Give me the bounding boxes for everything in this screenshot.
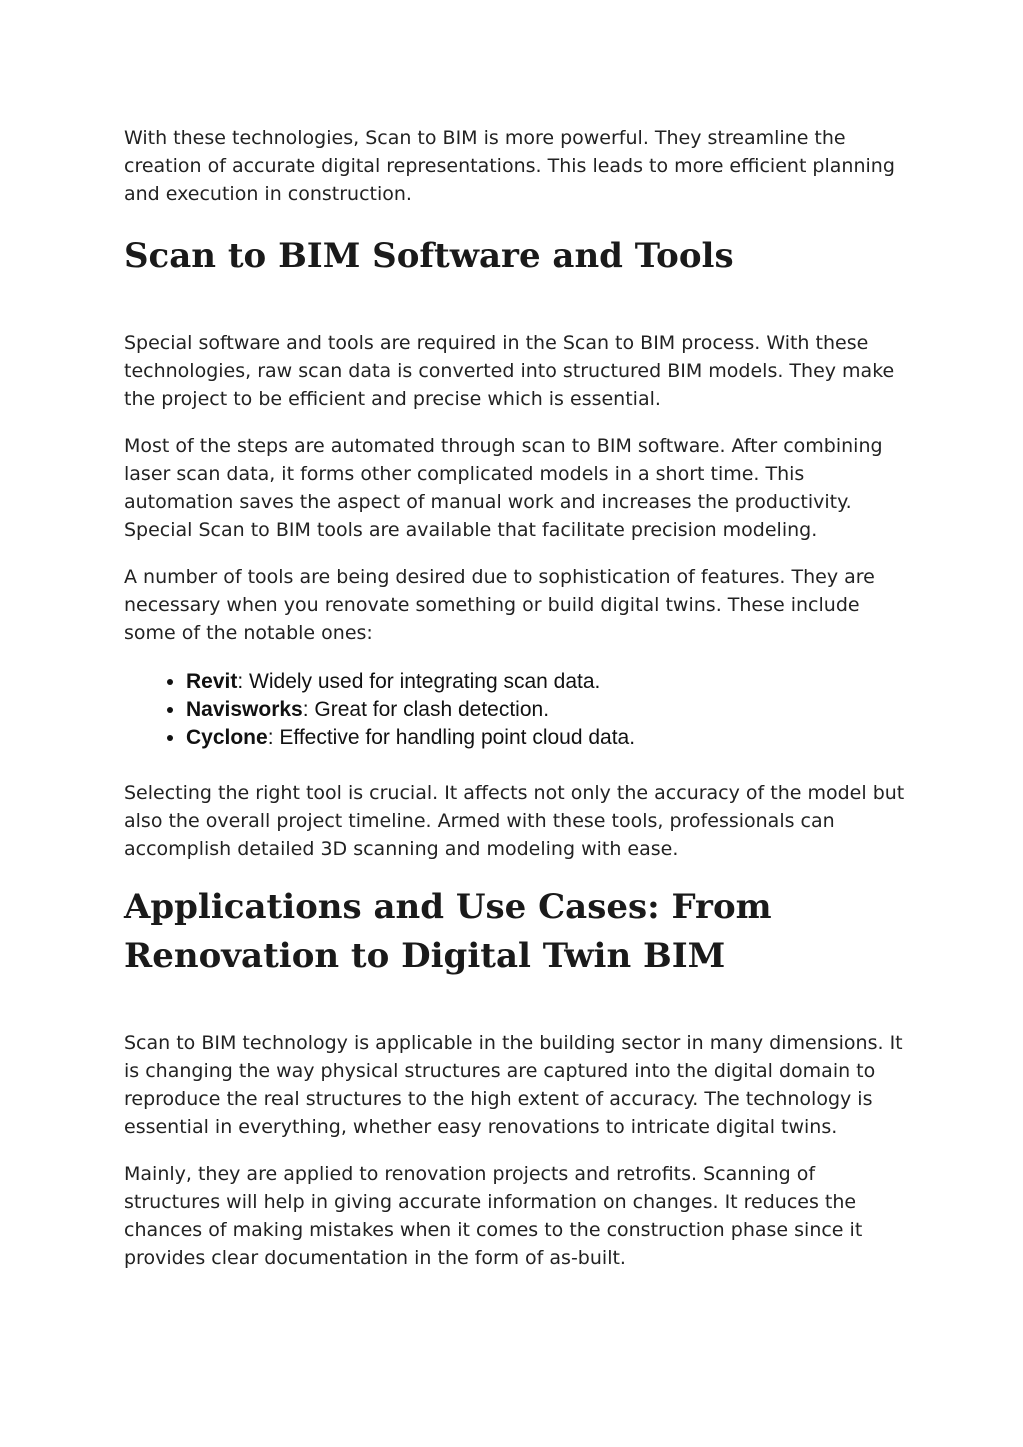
section-heading-software-tools: Scan to BIM Software and Tools [124,236,734,276]
applications-paragraph-2: Mainly, they are applied to renovation projects and retrofits. Scanning of structures will help in giving accurate information on changes. It reduces the chances of making mistakes when it comes to the construction phase since it provides clear documentation in the form of as-built. [124,1163,863,1269]
tool-description: : Great for clash detection. [302,698,550,721]
list-item [186,696,910,724]
section-heading-applications: Applications and Use Cases: From Renovation to Digital Twin BIM [124,887,772,976]
tool-description: : Widely used for integrating scan data. [237,670,601,693]
applications-paragraph-1: Scan to BIM technology is applicable in the building sector in many dimensions. It is changing the way physical structures are captured into the digital domain to reproduce the real structures to the high extent of accuracy. The technology is essential in everything, whether easy renovations to intricate digital twins. [124,1032,903,1138]
tool-name-navisworks: Navisworks [186,698,303,721]
software-paragraph-1: Special software and tools are required in the Scan to BIM process. With these technologies, raw scan data is converted into structured BIM models. They make the project to be efficient and precise which is essential. [124,332,895,410]
tool-list [124,668,910,752]
intro-paragraph: With these technologies, Scan to BIM is more powerful. They streamline the creation of accurate digital representations. This leads to more efficient planning and execution in construction. [124,127,895,205]
list-item [186,668,910,696]
tool-description: : Effective for handling point cloud data. [267,726,636,749]
tool-name-cyclone: Cyclone [186,726,268,749]
software-paragraph-3: A number of tools are being desired due to sophistication of features. They are necessary when you renovate something or build digital twins. These include some of the notable ones: [124,566,875,644]
software-closing-paragraph: Selecting the right tool is crucial. It affects not only the accuracy of the model but also the overall project timeline. Armed with these tools, professionals can accomplish detailed 3D scanning and modeling with ease. [124,782,905,860]
tool-name-revit: Revit [186,670,238,693]
list-item [186,724,910,752]
software-paragraph-2: Most of the steps are automated through scan to BIM software. After combining laser scan data, it forms other complicated models in a short time. This automation saves the aspect of manual work and increases the productivity. Special Scan to BIM tools are available that facilitate precision modeling. [124,435,883,541]
document-page [124,124,910,1272]
